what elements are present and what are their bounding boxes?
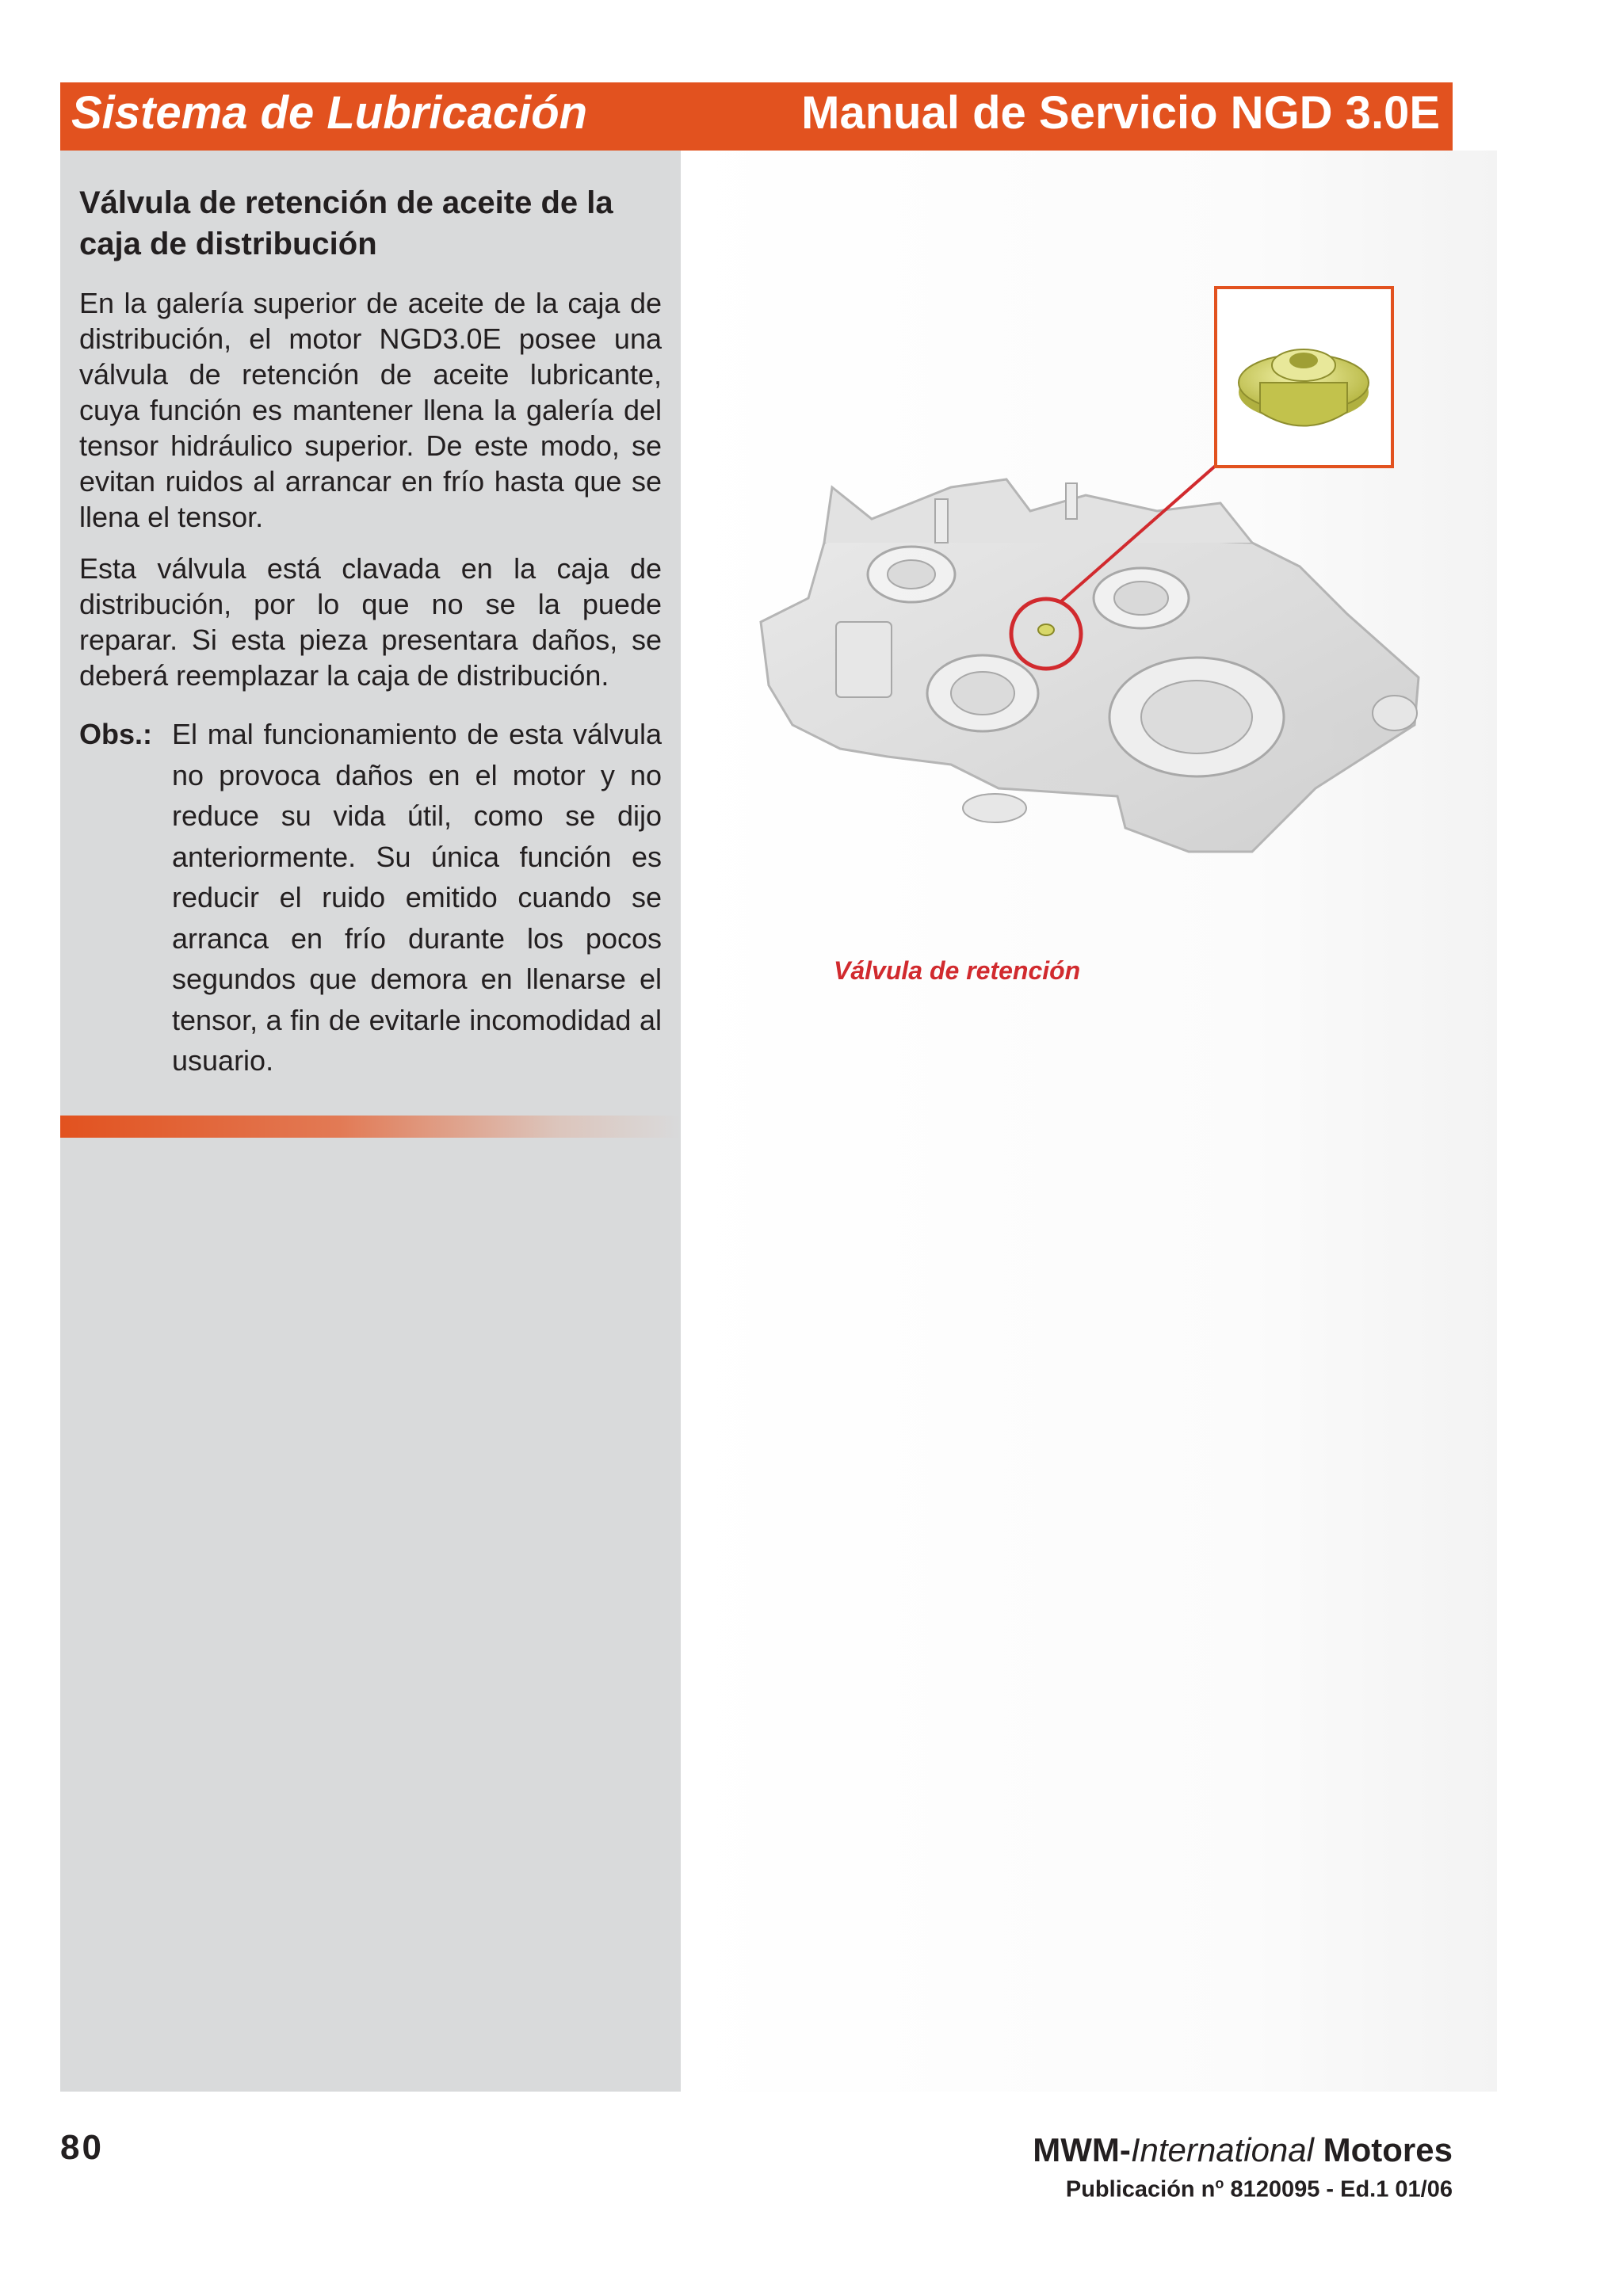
publication-info <box>1066 2176 1453 2203</box>
text-block <box>79 182 662 1081</box>
brand-prefix: MWM- <box>1033 2131 1131 2168</box>
footer-brand <box>1033 2131 1453 2169</box>
manual-title: Manual de Servicio NGD 3.0E <box>801 87 1440 139</box>
page-number: 80 <box>60 2128 104 2167</box>
section-title: Sistema de Lubricación <box>71 87 588 139</box>
timing-case <box>761 479 1419 852</box>
figure-caption: Válvula de retención <box>834 956 1081 985</box>
obs-text: El mal funcionamiento de esta válvula no provoca daños en el motor y no reduce su vida útil, como se dijo anteriormente. Su única función es reducir el ruido emitido cuando se arranca en frío durante los pocos segundos que demora en llenarse el tensor, a fin de evitarle incomodidad al usuario. <box>172 718 662 1077</box>
paragraph-2: Esta válvula está clavada en la caja de distribución, por lo que no se la puede reparar. Si esta pieza presentara daños, se deberá reemplazar la caja de distribución. <box>79 552 662 692</box>
brand-italic: International <box>1130 2131 1314 2168</box>
pub-prefix: Publicación n <box>1065 2176 1216 2203</box>
brand-suffix: Motores <box>1313 2131 1453 2168</box>
timing-case-illustration <box>745 281 1426 994</box>
obs-label: Obs.: <box>79 718 153 750</box>
gradient-divider <box>60 1116 681 1138</box>
content-title: Válvula de retención de aceite de la caja de distribución <box>79 185 613 261</box>
valve-callout <box>1216 288 1392 467</box>
paragraph-1: En la galería superior de aceite de la caja de distribución, el motor NGD3.0E posee una válvula de retención de aceite lubricante, cuya función es mantener llena la galería del tensor hidráulico superior. De este modo, se evitan ruidos al arrancar en frío hasta que se llena el tensor. <box>79 287 662 533</box>
pub-sup: o <box>1215 2176 1224 2191</box>
observation <box>79 714 662 1081</box>
pub-suffix: 8120095 - Ed.1 01/06 <box>1224 2176 1453 2203</box>
page-header <box>60 82 1453 151</box>
